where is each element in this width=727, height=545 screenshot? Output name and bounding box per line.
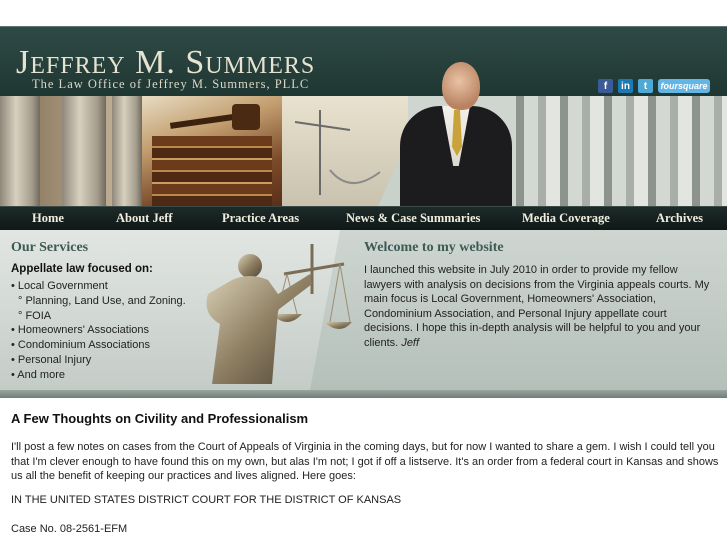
list-item[interactable]: • And more xyxy=(11,368,65,381)
nav-archives[interactable]: Archives xyxy=(656,211,703,225)
lady-justice-statue-image xyxy=(192,234,352,390)
article-court-line: IN THE UNITED STATES DISTRICT COURT FOR THE DISTRICT OF KANSAS xyxy=(11,494,402,506)
welcome-signature: Jeff xyxy=(401,336,420,349)
hero-banner xyxy=(0,96,727,206)
welcome-body: I launched this website in July 2010 in order to provide my fellow lawyers with analysis on decisions from the Virginia appeals courts. My main focus is Local Government, Homeowners' Association, Condominium Association, and Personal Injury appellate court decisions. I hope this in-depth analysis will be helpful to you and your clients. xyxy=(364,264,710,349)
section-divider xyxy=(0,390,727,398)
list-item[interactable]: • Homeowners' Associations xyxy=(11,324,150,337)
list-item[interactable]: ° FOIA xyxy=(18,309,52,322)
article-paragraph: I'll post a few notes on cases from the Court of Appeals of Virginia in the coming days, but for now I wanted to share a gem. I wish I could tell you that I'm clever enough to have found this on my own, but alas I'm not; I got if off a listserve. It's an order from a federal court in Kansas and shows us all the benefit of keeping our practices and lives aligned. Here goes: xyxy=(11,441,719,483)
main-nav xyxy=(0,206,727,230)
twitter-icon[interactable]: t xyxy=(638,79,653,93)
portrait-head xyxy=(442,62,480,110)
list-item[interactable]: • Local Government xyxy=(11,280,108,292)
social-links xyxy=(598,79,710,93)
courthouse-columns-image xyxy=(516,96,727,206)
law-books-image xyxy=(152,136,272,206)
list-item[interactable]: • Condominium Associations xyxy=(11,339,150,352)
column-image xyxy=(0,96,40,206)
services-heading: Our Services xyxy=(11,240,89,255)
services-subheading: Appellate law focused on: xyxy=(11,263,153,275)
nav-news-case-summaries[interactable]: News & Case Summaries xyxy=(346,211,481,225)
welcome-text xyxy=(364,263,716,351)
top-strip xyxy=(0,0,727,26)
list-item[interactable]: ° Planning, Land Use, and Zoning. xyxy=(18,294,186,307)
site-logo-subtitle: The Law Office of Jeffrey M. Summers, PLLC xyxy=(32,77,310,91)
services-list xyxy=(11,279,186,383)
nav-practice-areas[interactable]: Practice Areas xyxy=(222,211,300,225)
nav-media-coverage[interactable]: Media Coverage xyxy=(522,211,610,225)
site-logo-title[interactable]: Jeffrey M. Summers xyxy=(16,44,316,81)
list-item[interactable]: • Personal Injury xyxy=(11,353,92,366)
facebook-icon[interactable]: f xyxy=(598,79,613,93)
nav-about-jeff[interactable]: About Jeff xyxy=(116,211,173,225)
nav-home[interactable]: Home xyxy=(32,211,64,225)
linkedin-icon[interactable]: in xyxy=(618,79,633,93)
foursquare-icon[interactable]: foursquare xyxy=(658,79,710,93)
article-case-line: Case No. 08-2561-EFM xyxy=(11,523,128,535)
gavel-icon xyxy=(150,96,280,136)
column-image xyxy=(62,96,106,206)
column-image xyxy=(112,96,142,206)
welcome-heading: Welcome to my website xyxy=(364,240,504,255)
site-header xyxy=(0,26,727,96)
article-title[interactable]: A Few Thoughts on Civility and Professionalism xyxy=(11,411,309,426)
